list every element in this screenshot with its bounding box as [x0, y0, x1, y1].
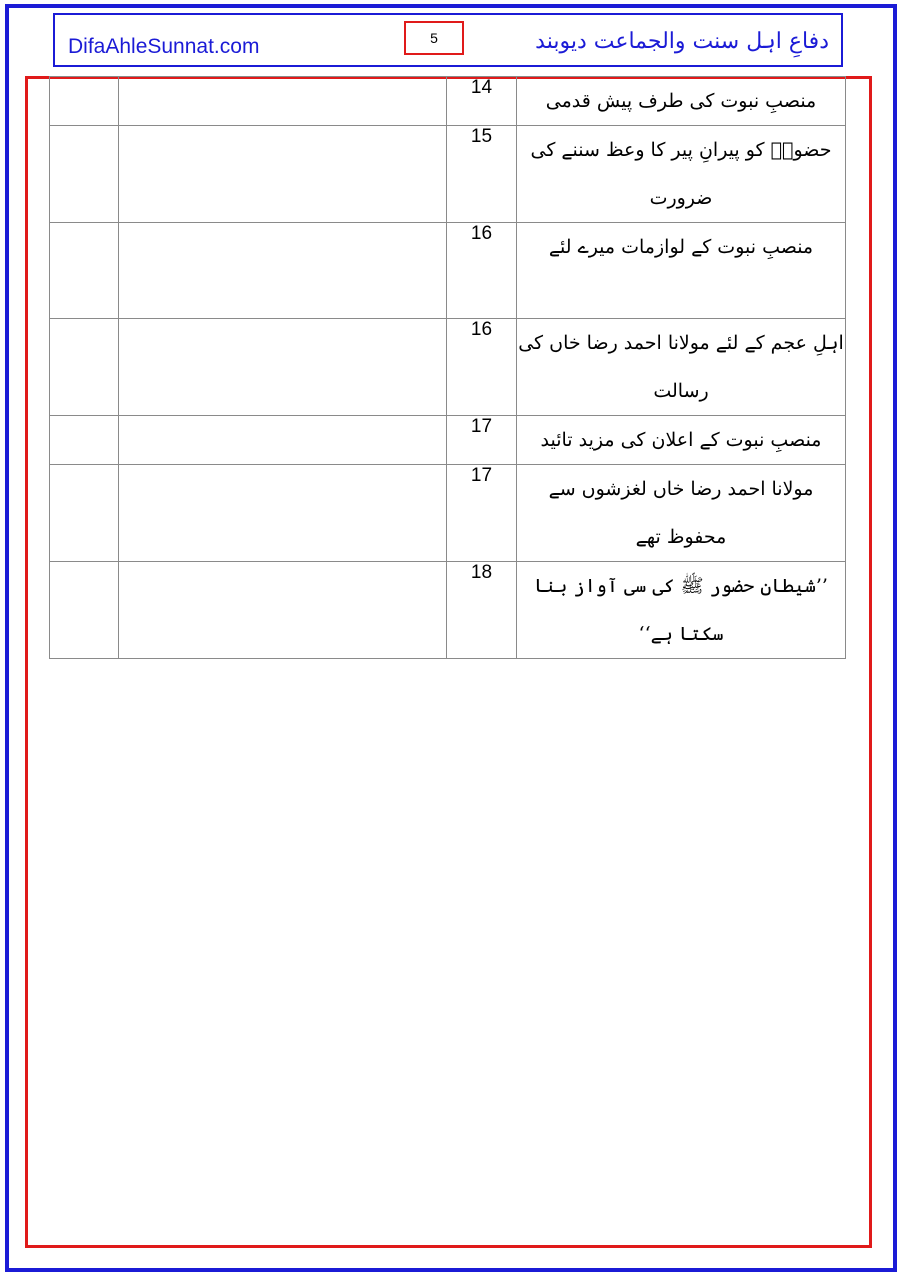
- page-number: 5: [404, 21, 464, 55]
- table-row: [50, 126, 846, 223]
- toc-page-number: 14: [447, 77, 517, 126]
- table-row: [50, 562, 846, 659]
- toc-entry-title: منصبِ نبوت کے لوازمات میرے لئے: [517, 223, 846, 319]
- toc-page-number: 17: [447, 416, 517, 465]
- toc-page-number: 16: [447, 223, 517, 319]
- empty-cell: [50, 223, 119, 319]
- empty-cell: [119, 319, 447, 416]
- page-header: [53, 13, 843, 67]
- toc-page-number: 17: [447, 465, 517, 562]
- table-of-contents: [49, 76, 846, 659]
- toc-entry-title: اہلِ عجم کے لئے مولانا احمد رضا خاں کی رسالت: [517, 319, 846, 416]
- empty-cell: [50, 77, 119, 126]
- site-name: DifaAhleSunnat.com: [68, 35, 260, 58]
- empty-cell: [119, 465, 447, 562]
- empty-cell: [50, 416, 119, 465]
- book-title: دفاعِ اہل سنت والجماعت دیوبند: [535, 29, 829, 54]
- table-row: [50, 223, 846, 319]
- toc-page-number: 16: [447, 319, 517, 416]
- empty-cell: [119, 562, 447, 659]
- toc-page-number: 15: [447, 126, 517, 223]
- empty-cell: [119, 223, 447, 319]
- empty-cell: [119, 126, 447, 223]
- table-row: [50, 465, 846, 562]
- toc-entry-title: ’’شیطان حضور ﷺ کی سی آواز بنا سکتا ہے‘‘: [517, 562, 846, 659]
- empty-cell: [50, 465, 119, 562]
- table-row: [50, 416, 846, 465]
- table-row: [50, 77, 846, 126]
- empty-cell: [119, 77, 447, 126]
- table-row: [50, 319, 846, 416]
- toc-page-number: 18: [447, 562, 517, 659]
- toc-entry-title: حضورؐ کو پیرانِ پیر کا وعظ سننے کی ضرورت: [517, 126, 846, 223]
- toc-entry-title: مولانا احمد رضا خاں لغزشوں سے محفوظ تھے: [517, 465, 846, 562]
- empty-cell: [50, 126, 119, 223]
- toc-entry-title: منصبِ نبوت کی طرف پیش قدمی: [517, 77, 846, 126]
- toc-entry-title: منصبِ نبوت کے اعلان کی مزید تائید: [517, 416, 846, 465]
- empty-cell: [50, 562, 119, 659]
- empty-cell: [119, 416, 447, 465]
- empty-cell: [50, 319, 119, 416]
